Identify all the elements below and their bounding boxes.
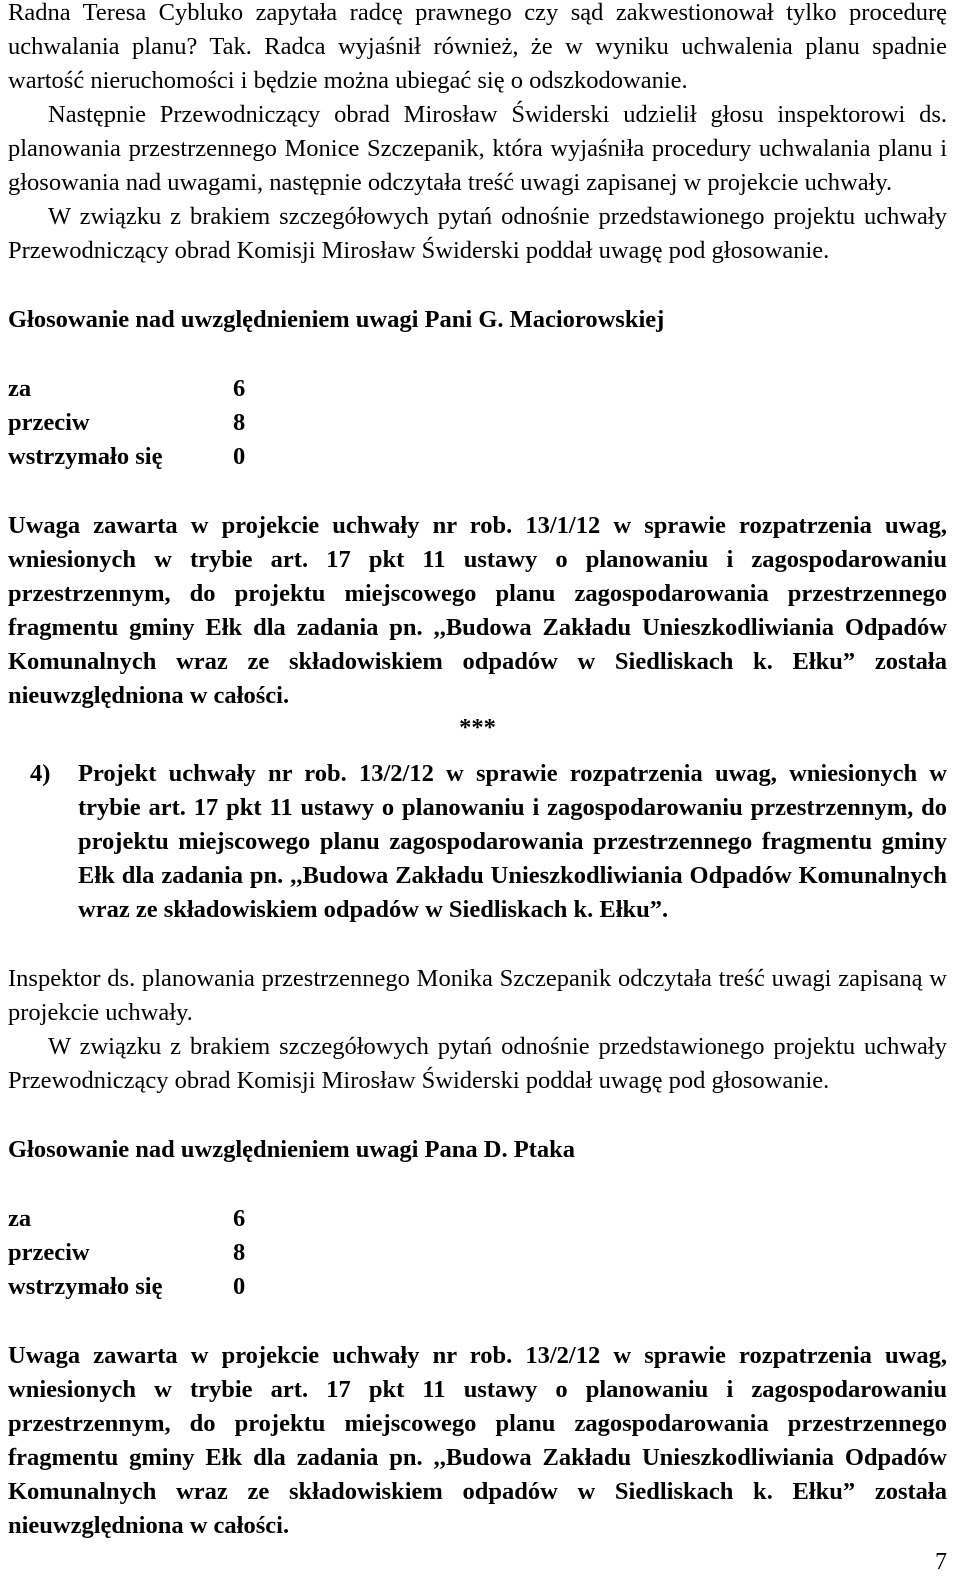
- vote1-heading: Głosowanie nad uwzględnieniem uwagi Pani G. Maciorowskiej: [8, 306, 665, 333]
- intro-paragraph-1: Radna Teresa Cybluko zapytała radcę prawnego czy sąd zakwestionował tylko procedurę uchwalania planu? Tak. Radca wyjaśnił również, że w wyniku uchwalenia planu spadnie wartość nieruchomości i będzie można ubiegać się o odszkodowanie.: [8, 0, 947, 94]
- vote2-results: [8, 1202, 947, 1304]
- agenda-item-4: [8, 757, 947, 927]
- agenda-item-text: Projekt uchwały nr rob. 13/2/12 w sprawie rozpatrzenia uwag, wniesionych w trybie art. 17 pkt 11 ustawy o planowaniu i zagospodarowaniu przestrzennym, do projektu miejscowego planu zagospodarowania przestrzennego fragmentu gminy Ełk dla zadania pn. ,,Budowa Zakładu Unieszkodliwiania Odpadów Komunalnych wraz ze składowiskiem odpadów w Siedliskach k. Ełku”.: [78, 760, 947, 923]
- vote-label: przeciw: [8, 409, 90, 436]
- vote1-results: [8, 372, 947, 474]
- vote-label: za: [8, 1205, 32, 1232]
- vote-row: [8, 1236, 947, 1270]
- vote-row: [8, 440, 947, 474]
- page-number: 7: [935, 1549, 947, 1575]
- vote-label: wstrzymało się: [8, 1273, 163, 1300]
- vote-value: 8: [233, 409, 246, 436]
- vote-row: [8, 1202, 947, 1236]
- vote1-result: Uwaga zawarta w projekcie uchwały nr rob. 13/1/12 w sprawie rozpatrzenia uwag, wniesionych w trybie art. 17 pkt 11 ustawy o planowaniu i zagospodarowaniu przestrzennym, do projektu miejscowego planu zagospodarowania przestrzennego fragmentu gminy Ełk dla zadania pn. ,,Budowa Zakładu Unieszkodliwiania Odpadów Komunalnych wraz ze składowiskiem odpadów w Siedliskach k. Ełku” została nieuwzględniona w całości.: [8, 512, 947, 709]
- section-separator: ***: [459, 714, 496, 741]
- agenda-item-number: 4): [30, 760, 51, 787]
- vote-value: 6: [233, 375, 246, 402]
- intro-paragraph-3: W związku z brakiem szczegółowych pytań odnośnie przedstawionego projektu uchwały Przewodniczący obrad Komisji Mirosław Świderski poddał uwagę pod głosowanie.: [8, 203, 947, 264]
- vote-label: za: [8, 375, 32, 402]
- intro-paragraph-2: Następnie Przewodniczący obrad Mirosław Świderski udzielił głosu inspektorowi ds. planowania przestrzennego Monice Szczepanik, która wyjaśniła procedury uchwalania planu i głosowania nad uwagami, następnie odczytała treść uwagi zapisanej w projekcie uchwały.: [8, 101, 947, 196]
- vote-label: wstrzymało się: [8, 443, 163, 470]
- vote-row: [8, 1270, 947, 1304]
- vote-label: przeciw: [8, 1239, 90, 1266]
- vote-row: [8, 406, 947, 440]
- vote2-heading: Głosowanie nad uwzględnieniem uwagi Pana D. Ptaka: [8, 1136, 575, 1163]
- vote-value: 0: [233, 1273, 246, 1300]
- vote-value: 6: [233, 1205, 246, 1232]
- vote-value: 8: [233, 1239, 246, 1266]
- vote-row: [8, 372, 947, 406]
- section2-paragraph-1: Inspektor ds. planowania przestrzennego Monika Szczepanik odczytała treść uwagi zapisaną w projekcie uchwały.: [8, 965, 947, 1026]
- vote-value: 0: [233, 443, 246, 470]
- section2-paragraph-2: W związku z brakiem szczegółowych pytań odnośnie przedstawionego projektu uchwały Przewodniczący obrad Komisji Mirosław Świderski poddał uwagę pod głosowanie.: [8, 1033, 947, 1094]
- vote2-result: Uwaga zawarta w projekcie uchwały nr rob. 13/2/12 w sprawie rozpatrzenia uwag, wniesionych w trybie art. 17 pkt 11 ustawy o planowaniu i zagospodarowaniu przestrzennym, do projektu miejscowego planu zagospodarowania przestrzennego fragmentu gminy Ełk dla zadania pn. ,,Budowa Zakładu Unieszkodliwiania Odpadów Komunalnych wraz ze składowiskiem odpadów w Siedliskach k. Ełku” została nieuwzględniona w całości.: [8, 1342, 947, 1539]
